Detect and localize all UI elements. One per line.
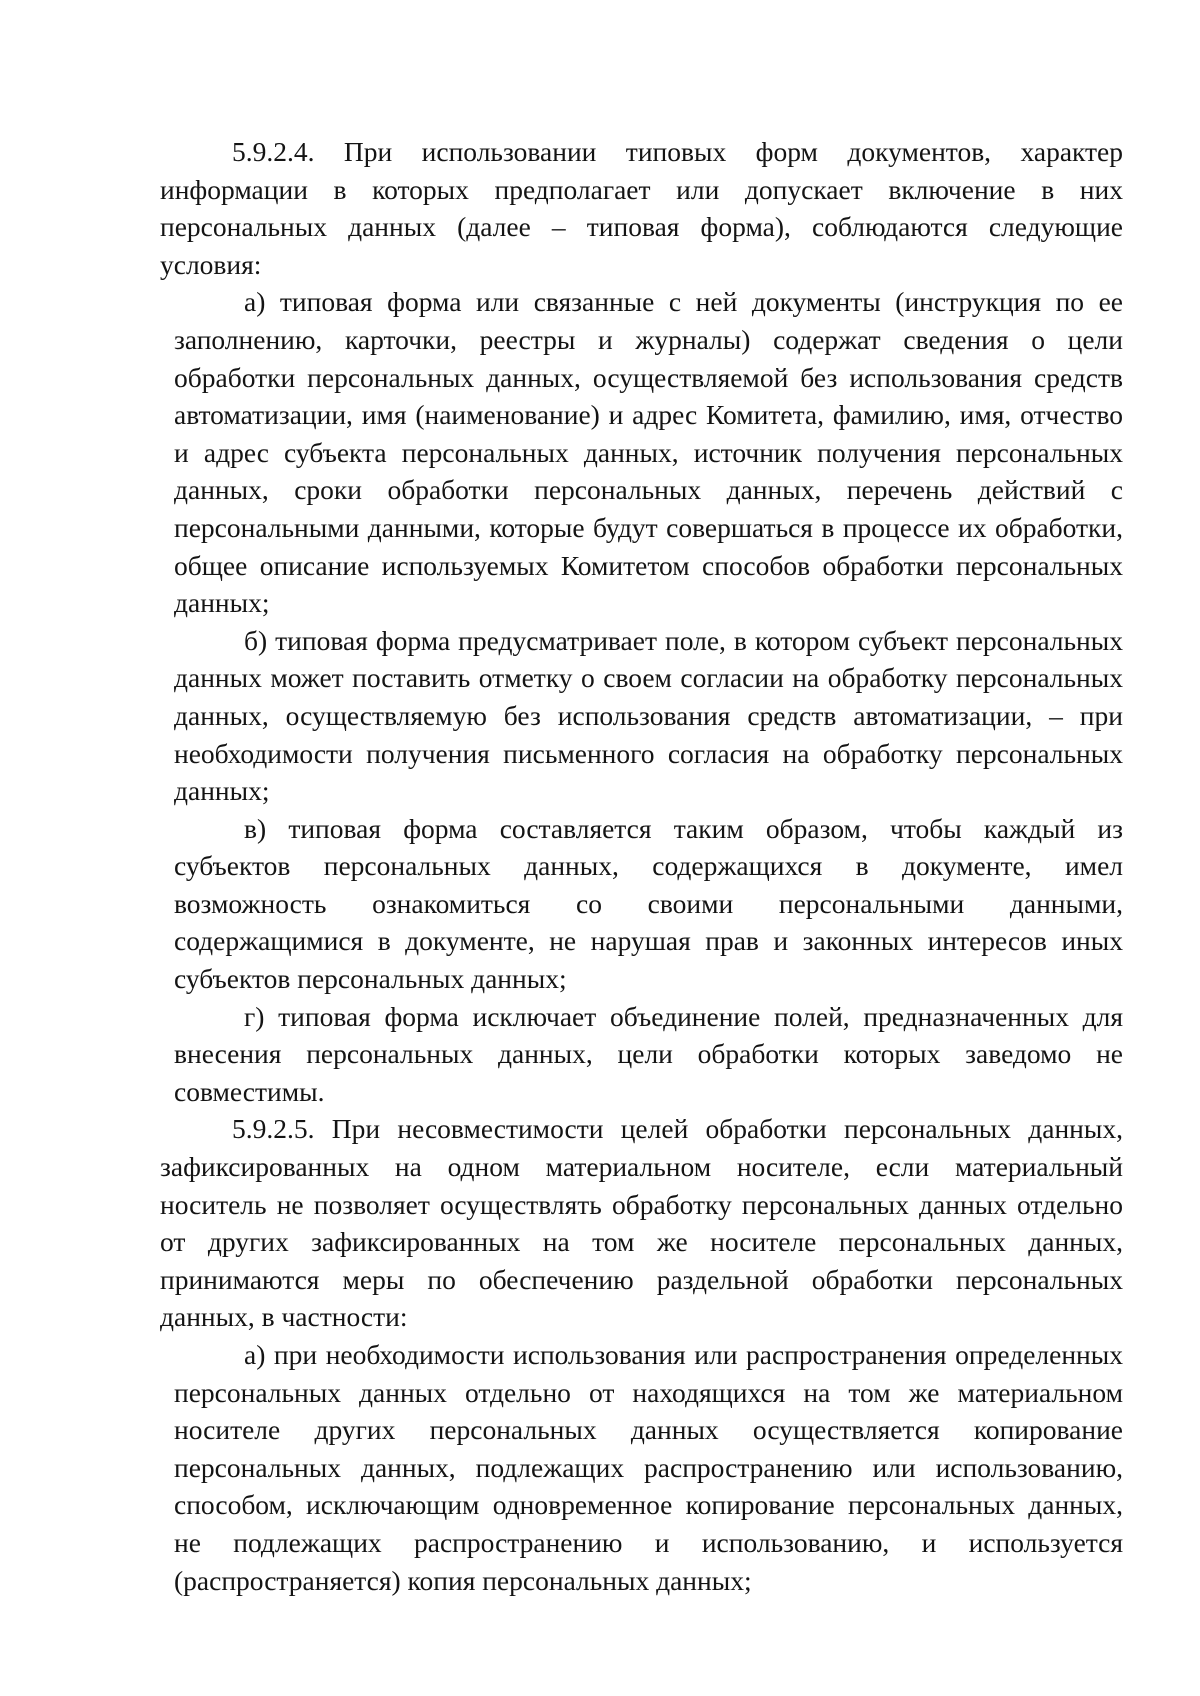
- paragraph-5-9-2-5: 5.9.2.5. При несовместимости целей обработки персональных данных, зафиксированных на одном материальном носителе, если материальный носитель не позволяет осуществлять обработку персональных данных отдельно от других зафиксированных на том же носителе персональных данных, принимаются меры по обеспечению раздельной обработки персональных данных, в частности:: [160, 1113, 1123, 1333]
- subparagraph-v: в) типовая форма составляется таким образом, чтобы каждый из субъектов персональных данных, содержащихся в документе, имел возможность ознакомиться со своими персональными данными, содержащимися в документе, не нарушая прав и законных интересов иных субъектов персональных данных;: [174, 812, 1123, 995]
- subparagraph-b: б) типовая форма предусматривает поле, в котором субъект персональных данных может поставить отметку о своем согласии на обработку персональных данных, осуществляемую без использования средств автоматизации, – при необходимости получения письменного согласия на обработку персональных данных;: [174, 624, 1123, 807]
- subparagraph-a-second: а) при необходимости использования или распространения определенных персональных данных отдельно от находящихся на том же материальном носителе других персональных данных осуществляется копирование персональных данных, подлежащих распространению или использованию, способом, исключающим одновременное копирование персональных данных, не подлежащих распространению и использованию, и используется (распространяется) копия персональных данных;: [174, 1339, 1123, 1596]
- paragraph-5-9-2-4: 5.9.2.4. При использовании типовых форм документов, характер информации в которых предполагает или допускает включение в них персональных данных (далее – типовая форма), соблюдаются следующие условия:: [160, 136, 1123, 280]
- subparagraph-a: а) типовая форма или связанные с ней документы (инструкция по ее заполнению, карточки, реестры и журналы) содержат сведения о цели обработки персональных данных, осуществляемой без использования средств автоматизации, имя (наименование) и адрес Комитета, фамилию, имя, отчество и адрес субъекта персональных данных, источник получения персональных данных, сроки обработки персональных данных, перечень действий с персональными данными, которые будут совершаться в процессе их обработки, общее описание используемых Комитетом способов обработки персональных данных;: [174, 286, 1123, 619]
- subparagraph-g: г) типовая форма исключает объединение полей, предназначенных для внесения персональных данных, цели обработки которых заведомо не совместимы.: [174, 1000, 1123, 1107]
- document-body: [160, 133, 1123, 1599]
